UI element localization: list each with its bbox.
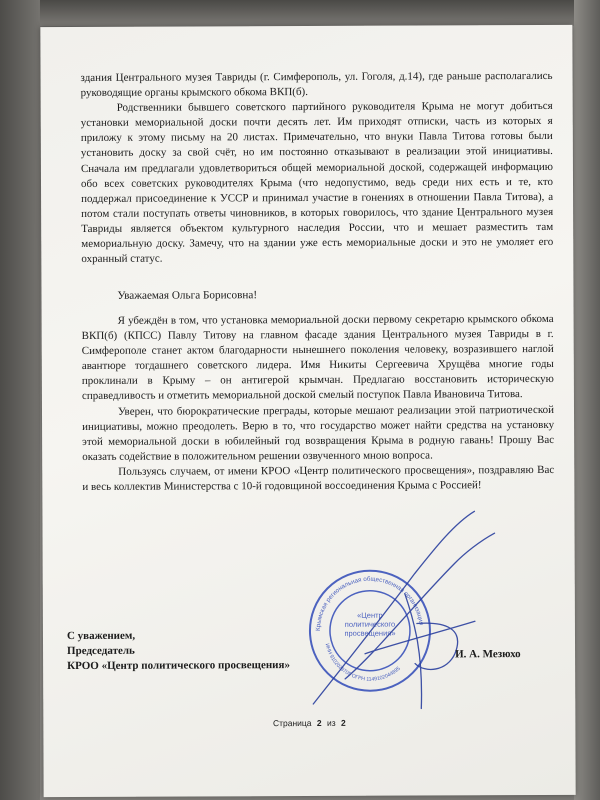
stamp-center-text: «Центр политического просвещения» xyxy=(344,610,396,638)
letter-body-bottom xyxy=(82,312,555,495)
salutation: Уважаемая Ольга Борисовна! xyxy=(117,289,258,302)
paragraph-continuation: здания Центрального музея Тавриды (г. Симферополь, ул. Гоголя, д.14), где раньше располагались руководящие органы крымского обкома ВКП(б). xyxy=(80,69,553,100)
closing-regards: С уважением, xyxy=(66,629,136,643)
signer-name: И. А. Мезюхо xyxy=(455,648,521,661)
table-surface-left xyxy=(0,0,40,800)
page-label: Страница xyxy=(272,717,312,729)
letter-body-top xyxy=(81,69,554,267)
letter-page xyxy=(40,25,575,797)
page-total: 2 xyxy=(340,717,346,728)
stamp-bottom-text: ИНН 9102028705 ОГРН 1149102044695 xyxy=(323,642,402,683)
stamp-ring-text: Крымская региональная общественная организация xyxy=(314,575,425,632)
page-footer xyxy=(43,717,575,729)
paragraph-relatives: Родственники бывшего советского партийного руководителя Крыма не могут добиться установки мемориальной доски почти десять лет. Им приходят отписки, часть из которых я приложу к этому письму на 20 листах. Примечательно, что внуки Павла Титова готовы были установить доску за свой счёт, но им постоянно отказывают в реализации этой инициативы. Сначала им предлагали удовлетвориться общей мемориальной доской, содержащей информацию обо всех советских руководителях Крыма (что недопустимо, ведь среди них есть и те, кто поддержал присоединение к УССР и принимал участие в гонениях в отношении Павла Титова), а потом стали поступать ответы чиновников, в которых говорилось, что здание Центрального музея Тавриды является объектом культурного наследия России, что и мешает разместить там мемориальную доску. Замечу, что на здании уже есть мемориальные доски и это не умоляет его охранный статус. xyxy=(80,100,554,266)
page-current: 2 xyxy=(316,717,322,728)
page-of: из xyxy=(326,717,336,728)
handwritten-signature xyxy=(304,503,505,714)
paragraph-request: Уверен, что бюрократические преграды, которые мешают реализации этой патриотической инициативы, можно преодолеть. Верю в то, что государство может найти средства на установку этой мемориальной доски в юбилейный год возвращения Крыма в родную гавань! Прошу Вас оказать содействие в положительном решении озвученного мною вопроса. xyxy=(82,403,555,463)
paragraph-proposal: Я убеждён в том, что установка мемориальной доски первому секретарю крымского обкома ВКП(б) (КПСС) Павлу Титову на главном фасаде здания Центрального музея Тавриды в г. Симферополе станет актом благодарности нынешнего поколения человеку, возразившего наглой авантюре тогдашнего советского лидера. Имя Никиты Сергеевича Хрущёва многие годы проклинали в Крыму – он антигерой крымчан. Предлагаю восстановить историческую справедливость и отметить мемориальной доской смелый поступок Павла Ивановича Титова. xyxy=(81,312,554,403)
paragraph-congratulation: Пользуясь случаем, от имени КРОО «Центр политического просвещения», поздравляю Вас и весь коллектив Министерства с 10-й годовщиной воссоединения Крыма с Россией! xyxy=(82,463,555,494)
closing-organization: КРОО «Центр политического просвещения» xyxy=(67,659,290,673)
table-surface-top xyxy=(0,0,600,26)
table-surface-right xyxy=(574,0,600,800)
closing-position: Председатель xyxy=(67,644,135,658)
closing-block xyxy=(67,628,290,674)
